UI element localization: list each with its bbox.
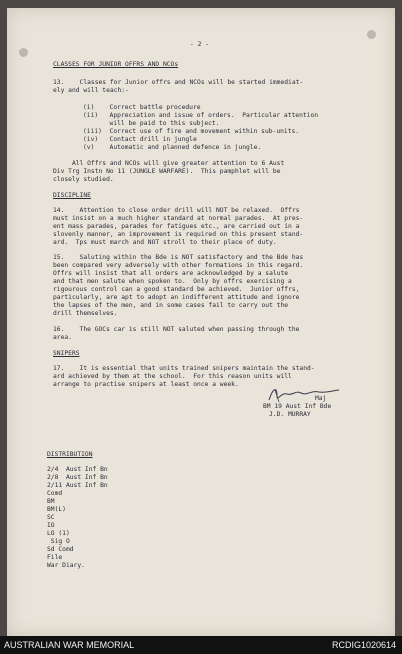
distribution-entry: 2/8 Aust Inf Bn bbox=[47, 474, 108, 481]
distribution-entry: IO bbox=[47, 522, 55, 529]
distribution-entry: BM bbox=[47, 498, 55, 505]
para-15-line: drill themselves. bbox=[53, 310, 118, 317]
distribution-entry: Sig O bbox=[47, 538, 70, 545]
para-17-line: 17. It is essential that units trained snipers maintain the stand- bbox=[53, 365, 315, 372]
footer-record-id: RCDIG1020614 bbox=[331, 640, 396, 650]
punch-hole bbox=[19, 48, 28, 57]
para-14-line: ent mass parades, parades for fatigues etc., are carried out in a bbox=[53, 223, 300, 230]
heading-discipline: DISCIPLINE bbox=[53, 192, 91, 199]
heading-snipers: SNIPERS bbox=[53, 350, 80, 357]
distribution-entry: File bbox=[47, 554, 63, 561]
signature-rank: Maj bbox=[315, 395, 327, 402]
para-15-line: rigourous control can a good standard be achieved. Junior offrs, bbox=[53, 286, 300, 293]
heading-distribution: DISTRIBUTION bbox=[47, 451, 93, 458]
punch-hole bbox=[367, 30, 376, 39]
footer-institution: AUSTRALIAN WAR MEMORIAL bbox=[4, 640, 135, 650]
distribution-entry: LO (1) bbox=[47, 530, 70, 537]
para-14-line: ard. Tps must march and NOT stroll to their place of duty. bbox=[53, 239, 277, 246]
para-15-line: 15. Saluting within the Bde is NOT satisfactory and the Bde has bbox=[53, 254, 304, 261]
signature-name: J.D. MURRAY bbox=[269, 411, 311, 418]
document-page bbox=[7, 8, 395, 636]
list-item: (i) Correct battle procedure bbox=[83, 104, 201, 111]
closing-line: Div Trg Instn No 11 (JUNGLE WARFARE). This pamphlet will be bbox=[53, 168, 281, 175]
para-14-line: must insist on a much higher standard at normal parades. At pres- bbox=[53, 215, 304, 222]
archive-footer bbox=[0, 636, 402, 654]
para-15-line: been compared very adversely with other formations in this regard. bbox=[53, 262, 304, 269]
closing-line: All Offrs and NCOs will give greater attention to 6 Aust bbox=[53, 160, 285, 167]
list-item: (ii) Appreciation and issue of orders. Particular attention bbox=[83, 112, 319, 119]
distribution-entry: BM(L) bbox=[47, 506, 66, 513]
para-15-line: and that men salute when spoken to. Only by offrs exercising a bbox=[53, 278, 292, 285]
heading-classes: CLASSES FOR JUNIOR OFFRS AND NCOs bbox=[53, 61, 179, 68]
para-16-line: area. bbox=[53, 334, 72, 341]
para-17-line: arrange to practise snipers at least once a week. bbox=[53, 381, 239, 388]
para-17-line: ard achieved by them at the school. For this reason units will bbox=[53, 373, 292, 380]
distribution-entry: War Diary. bbox=[47, 562, 85, 569]
list-item: (v) Automatic and planned defence in jungle. bbox=[83, 144, 262, 151]
distribution-entry: Comd bbox=[47, 490, 63, 497]
list-item: (iii) Correct use of fire and movement within sub-units. bbox=[83, 128, 300, 135]
para-13-line: ely and will teach:- bbox=[53, 87, 129, 94]
para-14-line: slovenly manner, an improvement is required on this present stand- bbox=[53, 231, 304, 238]
distribution-entry: 2/11 Aust Inf Bn bbox=[47, 482, 108, 489]
distribution-entry: 2/4 Aust Inf Bn bbox=[47, 466, 108, 473]
para-15-line: the lapses of the men, and in some cases fail to carry out the bbox=[53, 302, 289, 309]
closing-line: closely studied. bbox=[53, 176, 114, 183]
list-item: (iv) Contact drill in jungle bbox=[83, 136, 197, 143]
list-item: will be paid to this subject. bbox=[83, 120, 220, 127]
para-15-line: Offrs will insist that all orders are acknowledged by a salute bbox=[53, 270, 289, 277]
signature-appointment: BM 19 Aust Inf Bde bbox=[263, 403, 332, 410]
distribution-entry: SC bbox=[47, 514, 55, 521]
page-number: - 2 - bbox=[190, 41, 209, 48]
para-13-line: 13. Classes for Junior offrs and NCOs will be started immediat- bbox=[53, 79, 304, 86]
distribution-entry: Sd Comd bbox=[47, 546, 74, 553]
para-16-line: 16. The GOCs car is still NOT saluted when passing through the bbox=[53, 326, 300, 333]
para-14-line: 14. Attention to close order drill will NOT be relaxed. Offrs bbox=[53, 207, 300, 214]
para-15-line: particularly, are apt to adopt an indifferent attitude and ignore bbox=[53, 294, 300, 301]
